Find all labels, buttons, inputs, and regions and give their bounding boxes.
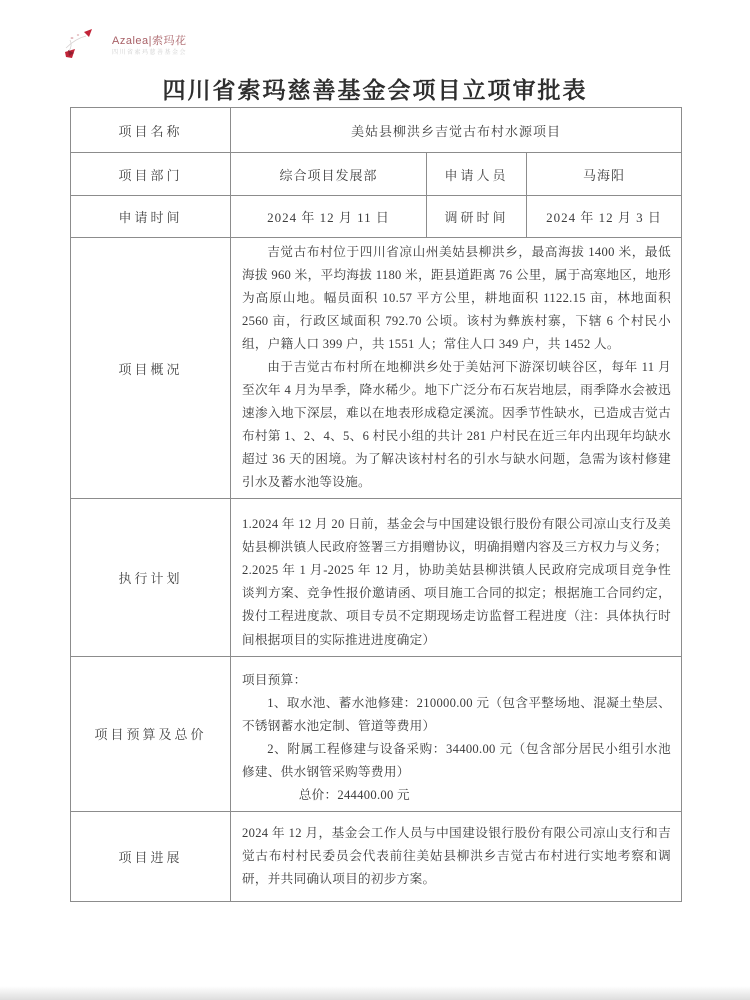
- department-value: 综合项目发展部: [231, 153, 427, 196]
- project-name-value: 美姑县柳洪乡吉觉古布村水源项目: [231, 108, 682, 153]
- plan-label: 执行计划: [71, 499, 231, 656]
- budget-header: 项目预算：: [242, 672, 307, 687]
- budget-item: 1、取水池、蓄水池修建：210000.00 元（包含平整场地、混凝土垫层、不锈钢蓄水池定制、管道等费用）: [242, 695, 672, 733]
- progress-paragraph: 2024 年 12 月，基金会工作人员与中国建设银行股份有限公司凉山支行和吉觉古布村村民委员会代表前往美姑县柳洪乡吉觉古布村进行实地考察和调研，并共同确认项目的初步方案。: [242, 825, 672, 886]
- plan-item: 1.2024 年 12 月 20 日前，基金会与中国建设银行股份有限公司凉山支行及美姑县柳洪镇人民政府签署三方捐赠协议，明确捐赠内容及三方权力与义务；: [242, 517, 672, 555]
- row-project-name: [71, 108, 682, 153]
- overview-label: 项目概况: [71, 238, 231, 499]
- azalea-flower-icon: [62, 26, 106, 66]
- row-department: [71, 153, 682, 196]
- overview-paragraph: 由于吉觉古布村所在地柳洪乡处于美姑河下游深切峡谷区，每年 11 月至次年 4 月为旱季，降水稀少。地下广泛分布石灰岩地层，雨季降水会被迅速渗入地下深层，难以在地表形成稳定溪流。因季节性缺水，已造成吉觉古布村第 1、2、4、5、6 村民小组的共计 281 户村民在近三年内出现年均缺水超过 36 天的困境。为了解决该村村名的引水与缺水问题，急需为该村修建引水及蓄水池等设施。: [242, 360, 672, 490]
- overview-content: [231, 238, 682, 499]
- progress-content: [231, 811, 682, 901]
- survey-date-value: 2024 年 12 月 3 日: [527, 196, 682, 238]
- project-name-label: 项目名称: [71, 108, 231, 153]
- approval-form-table: [70, 107, 682, 902]
- apply-date-value: 2024 年 12 月 11 日: [231, 196, 427, 238]
- budget-content: [231, 656, 682, 811]
- apply-date-label: 申请时间: [71, 196, 231, 238]
- plan-content: [231, 499, 682, 656]
- budget-label: 项目预算及总价: [71, 656, 231, 811]
- foundation-logo: [62, 26, 187, 66]
- department-label: 项目部门: [71, 153, 231, 196]
- row-dates: [71, 196, 682, 238]
- page-title: 四川省索玛慈善基金会项目立项审批表: [162, 78, 588, 103]
- plan-item: 2.2025 年 1 月-2025 年 12 月，协助美姑县柳洪镇人民政府完成项目竞争性谈判方案、竞争性报价邀请函、项目施工合同的拟定；根据施工合同约定，拨付工程进度款、项目专员不定期现场走访监督工程进度（注：具体执行时间根据项目的实际推进进度确定）: [242, 563, 672, 647]
- applicant-label: 申请人员: [427, 153, 527, 196]
- logo-tagline-text: 四川省索玛慈善基金会: [112, 50, 188, 56]
- logo-brand-text: Azalea|索玛花: [112, 34, 187, 47]
- budget-item: 2、附属工程修建与设备采购：34400.00 元（包含部分居民小组引水池修建、供水钢管采购等费用）: [242, 741, 672, 779]
- overview-paragraph: 吉觉古布村位于四川省凉山州美姑县柳洪乡，最高海拔 1400 米，最低海拔 960 米，平均海拔 1180 米，距县道距离 76 公里，属于高寒地区，地形为高原山地。幅员面积 10.57 平方公里，耕地面积 1122.15 亩，林地面积 2560 亩，行政区域面积 792.70 公顷。该村为彝族村寨，下辖 6 个村民小组，户籍人口 399 户，共 1551 人；常住人口 349 户，共 1452 人。: [242, 245, 672, 352]
- row-budget: [71, 656, 682, 811]
- row-plan: [71, 499, 682, 656]
- row-progress: [71, 811, 682, 901]
- row-overview: [71, 238, 682, 499]
- budget-total: 总价：244400.00 元: [298, 787, 410, 802]
- scan-shadow: [0, 986, 750, 1000]
- progress-label: 项目进展: [71, 811, 231, 901]
- survey-date-label: 调研时间: [427, 196, 527, 238]
- logo-text: [112, 35, 187, 57]
- applicant-value: 马海阳: [527, 153, 682, 196]
